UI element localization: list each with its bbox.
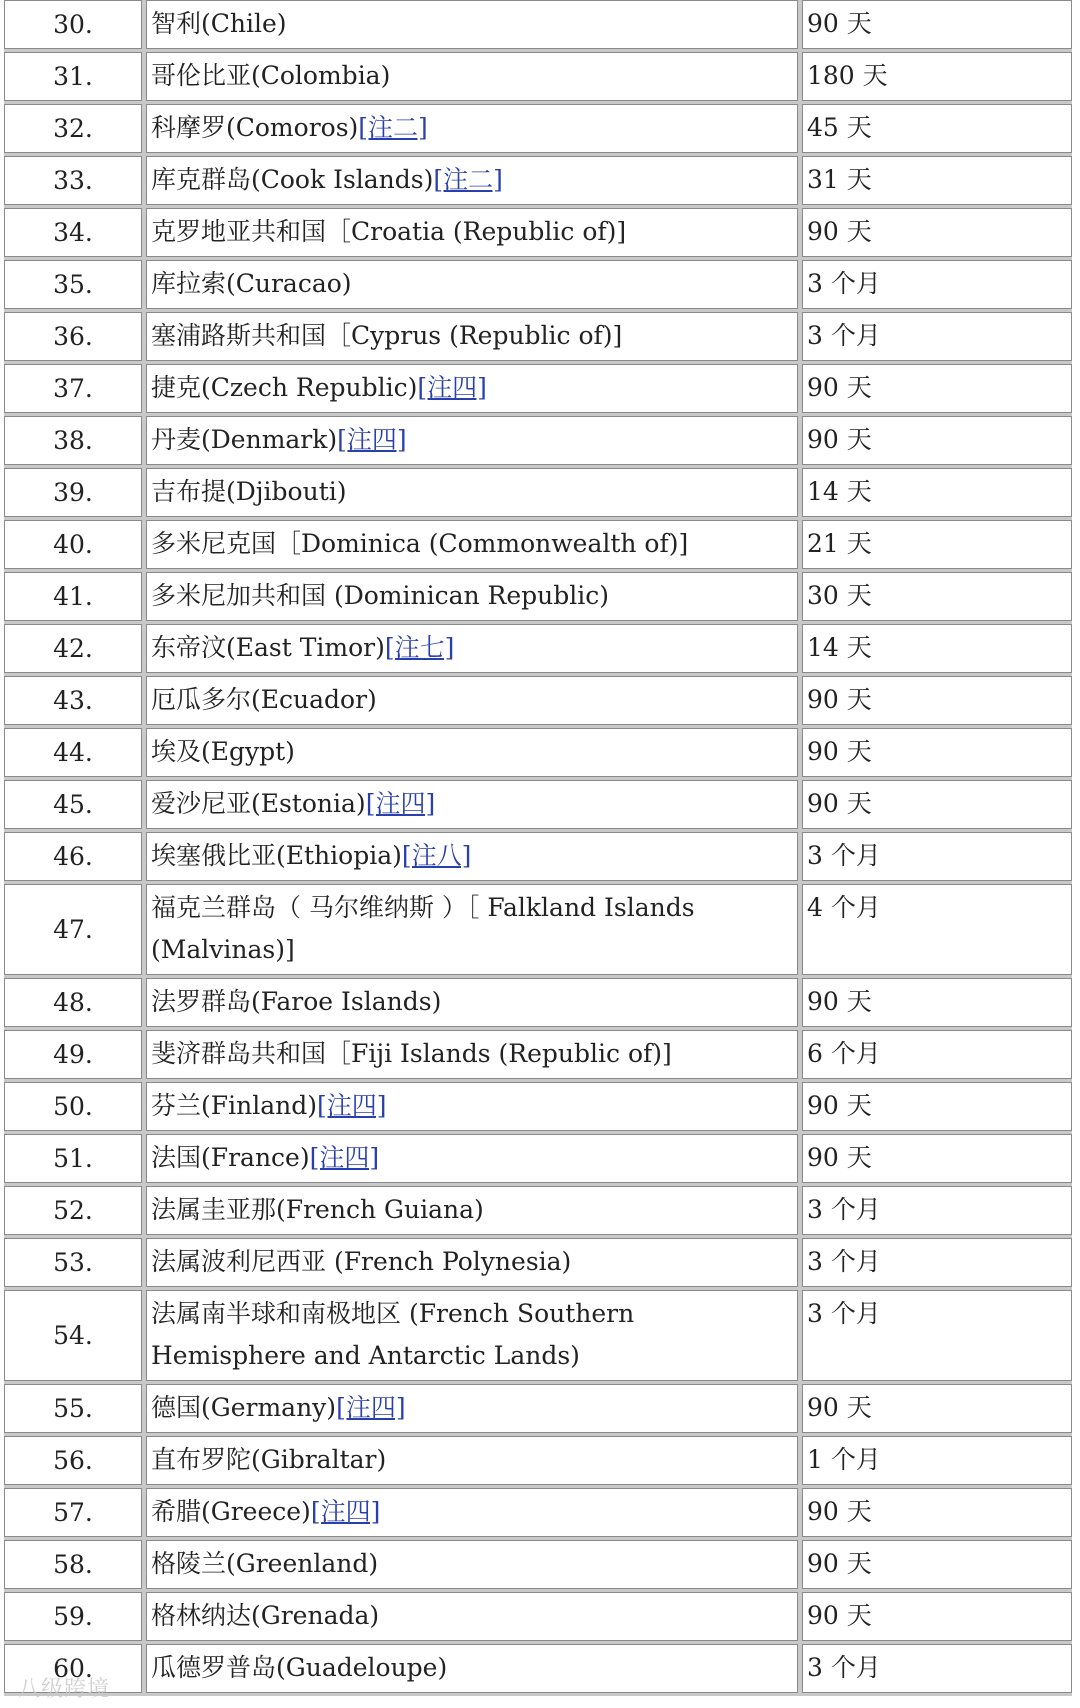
row-number: 41.: [4, 572, 142, 621]
country-name: 厄瓜多尔(Ecuador): [151, 685, 377, 714]
country-name: 法属南半球和南极地区 (French Southern Hemisphere and Antarctic Lands): [151, 1299, 635, 1370]
country-name: 东帝汶(East Timor): [151, 633, 385, 662]
footnote-link[interactable]: [注二]: [433, 165, 503, 194]
country-name: 智利(Chile): [151, 9, 287, 38]
country-name-cell: [146, 364, 798, 413]
country-name: 科摩罗(Comoros): [151, 113, 359, 142]
country-name-cell: [146, 1186, 798, 1235]
row-number: 37.: [4, 364, 142, 413]
table-row: [4, 676, 1072, 728]
stay-duration: 3 个月: [802, 260, 1072, 309]
stay-duration: 3 个月: [802, 1186, 1072, 1235]
stay-duration: 3 个月: [802, 1644, 1072, 1693]
footnote-link[interactable]: [注四]: [336, 1393, 406, 1422]
footnote-link[interactable]: [注二]: [358, 113, 428, 142]
table-row: [4, 624, 1072, 676]
country-name-cell: [146, 1134, 798, 1183]
table-row: [4, 1488, 1072, 1540]
stay-duration: 45 天: [802, 104, 1072, 153]
stay-duration: 1 个月: [802, 1436, 1072, 1485]
row-number: 43.: [4, 676, 142, 725]
country-name: 直布罗陀(Gibraltar): [151, 1445, 387, 1474]
table-row: [4, 832, 1072, 884]
table-row: [4, 1436, 1072, 1488]
country-name: 哥伦比亚(Colombia): [151, 61, 391, 90]
table-row: [4, 1540, 1072, 1592]
table-row: [4, 52, 1072, 104]
footnote-link[interactable]: [注四]: [365, 789, 436, 818]
stay-duration: 90 天: [802, 1134, 1072, 1183]
country-name: 希腊(Greece): [151, 1497, 311, 1526]
footnote-link[interactable]: [注四]: [316, 1091, 387, 1120]
footnote-link[interactable]: [注八]: [401, 841, 472, 870]
stay-duration: 3 个月: [802, 832, 1072, 881]
table-row: [4, 416, 1072, 468]
country-name-cell: [146, 832, 798, 881]
stay-duration: 14 天: [802, 468, 1072, 517]
country-name-cell: [146, 1290, 798, 1381]
country-name: 格陵兰(Greenland): [151, 1549, 379, 1578]
row-number: 54.: [4, 1290, 142, 1381]
table-row: [4, 728, 1072, 780]
row-number: 45.: [4, 780, 142, 829]
stay-duration: 90 天: [802, 1592, 1072, 1641]
country-name-cell: [146, 104, 798, 153]
stay-duration: 6 个月: [802, 1030, 1072, 1079]
row-number: 34.: [4, 208, 142, 257]
row-number: 50.: [4, 1082, 142, 1131]
table-row: [4, 1384, 1072, 1436]
table-row: [4, 520, 1072, 572]
country-name-cell: [146, 0, 798, 49]
table-row: [4, 780, 1072, 832]
country-name: 库克群岛(Cook Islands): [151, 165, 434, 194]
table-row: [4, 978, 1072, 1030]
stay-duration: 3 个月: [802, 1290, 1072, 1381]
row-number: 36.: [4, 312, 142, 361]
country-name: 埃塞俄比亚(Ethiopia): [151, 841, 402, 870]
country-name-cell: [146, 728, 798, 777]
row-number: 35.: [4, 260, 142, 309]
table-row: [4, 260, 1072, 312]
stay-duration: 30 天: [802, 572, 1072, 621]
country-name-cell: [146, 1436, 798, 1485]
footnote-link[interactable]: [注七]: [384, 633, 455, 662]
country-name-cell: [146, 884, 798, 975]
table-row: [4, 156, 1072, 208]
country-name: 库拉索(Curacao): [151, 269, 352, 298]
country-name-cell: [146, 676, 798, 725]
footnote-link[interactable]: [注四]: [337, 425, 407, 454]
country-name: 多米尼加共和国 (Dominican Republic): [151, 581, 610, 610]
country-name-cell: [146, 1540, 798, 1589]
row-number: 52.: [4, 1186, 142, 1235]
country-name: 德国(Germany): [151, 1393, 337, 1422]
country-name: 法国(France): [151, 1143, 310, 1172]
row-number: 39.: [4, 468, 142, 517]
country-name: 捷克(Czech Republic): [151, 373, 418, 402]
country-name-cell: [146, 1488, 798, 1537]
country-name-cell: [146, 312, 798, 361]
country-name-cell: [146, 416, 798, 465]
row-number: 60.: [4, 1644, 142, 1693]
row-number: 58.: [4, 1540, 142, 1589]
country-name: 塞浦路斯共和国［Cyprus (Republic of)]: [151, 321, 623, 350]
country-name-cell: [146, 978, 798, 1027]
country-name: 法属波利尼西亚 (French Polynesia): [151, 1247, 572, 1276]
stay-duration: 3 个月: [802, 312, 1072, 361]
country-name: 格林纳达(Grenada): [151, 1601, 380, 1630]
table-row: [4, 1082, 1072, 1134]
row-number: 55.: [4, 1384, 142, 1433]
table-row: [4, 1592, 1072, 1644]
country-name: 吉布提(Djibouti): [151, 477, 347, 506]
country-name: 芬兰(Finland): [151, 1091, 317, 1120]
stay-duration: 90 天: [802, 416, 1072, 465]
country-name-cell: [146, 1238, 798, 1287]
country-name: 埃及(Egypt): [151, 737, 295, 766]
country-name-cell: [146, 468, 798, 517]
country-name-cell: [146, 780, 798, 829]
stay-duration: 90 天: [802, 208, 1072, 257]
row-number: 53.: [4, 1238, 142, 1287]
country-name-cell: [146, 1592, 798, 1641]
stay-duration: 90 天: [802, 1384, 1072, 1433]
footnote-link[interactable]: [注四]: [309, 1143, 380, 1172]
row-number: 30.: [4, 0, 142, 49]
row-number: 59.: [4, 1592, 142, 1641]
row-number: 40.: [4, 520, 142, 569]
stay-duration: 90 天: [802, 0, 1072, 49]
table-row: [4, 572, 1072, 624]
country-name-cell: [146, 208, 798, 257]
country-name: 丹麦(Denmark): [151, 425, 338, 454]
stay-duration: 14 天: [802, 624, 1072, 673]
row-number: 42.: [4, 624, 142, 673]
stay-duration: 90 天: [802, 1082, 1072, 1131]
table-row: [4, 1644, 1072, 1696]
country-name: 爱沙尼亚(Estonia): [151, 789, 366, 818]
country-name: 多米尼克国［Dominica (Commonwealth of)]: [151, 529, 689, 558]
visa-free-table: [4, 0, 1072, 1696]
country-name: 法罗群岛(Faroe Islands): [151, 987, 442, 1016]
row-number: 49.: [4, 1030, 142, 1079]
table-row: [4, 1186, 1072, 1238]
stay-duration: 90 天: [802, 364, 1072, 413]
table-row: [4, 1238, 1072, 1290]
table-row: [4, 884, 1072, 978]
country-name-cell: [146, 520, 798, 569]
row-number: 44.: [4, 728, 142, 777]
row-number: 31.: [4, 52, 142, 101]
row-number: 33.: [4, 156, 142, 205]
row-number: 48.: [4, 978, 142, 1027]
watermark: 八级跨境: [18, 1677, 111, 1702]
stay-duration: 90 天: [802, 728, 1072, 777]
country-name: 福克兰群岛（ 马尔维纳斯 ）［ Falkland Islands (Malvinas)]: [151, 893, 695, 964]
footnote-link[interactable]: [注四]: [310, 1497, 381, 1526]
footnote-link[interactable]: [注四]: [417, 373, 487, 402]
stay-duration: 180 天: [802, 52, 1072, 101]
stay-duration: 3 个月: [802, 1238, 1072, 1287]
country-name-cell: [146, 52, 798, 101]
country-name: 瓜德罗普岛(Guadeloupe): [151, 1653, 448, 1682]
table-row: [4, 1290, 1072, 1384]
country-name: 克罗地亚共和国［Croatia (Republic of)]: [151, 217, 627, 246]
stay-duration: 90 天: [802, 1488, 1072, 1537]
stay-duration: 90 天: [802, 780, 1072, 829]
table-row: [4, 0, 1072, 52]
stay-duration: 90 天: [802, 978, 1072, 1027]
table-row: [4, 104, 1072, 156]
stay-duration: 90 天: [802, 676, 1072, 725]
table-row: [4, 208, 1072, 260]
row-number: 46.: [4, 832, 142, 881]
country-name: 法属圭亚那(French Guiana): [151, 1195, 484, 1224]
row-number: 47.: [4, 884, 142, 975]
table-row: [4, 1134, 1072, 1186]
stay-duration: 31 天: [802, 156, 1072, 205]
table-row: [4, 312, 1072, 364]
country-name: 斐济群岛共和国［Fiji Islands (Republic of)]: [151, 1039, 672, 1068]
country-name-cell: [146, 1030, 798, 1079]
row-number: 56.: [4, 1436, 142, 1485]
stay-duration: 4 个月: [802, 884, 1072, 975]
country-name-cell: [146, 156, 798, 205]
stay-duration: 90 天: [802, 1540, 1072, 1589]
table-row: [4, 468, 1072, 520]
country-name-cell: [146, 1644, 798, 1693]
country-name-cell: [146, 624, 798, 673]
stay-duration: 21 天: [802, 520, 1072, 569]
country-name-cell: [146, 260, 798, 309]
country-name-cell: [146, 1082, 798, 1131]
country-name-cell: [146, 572, 798, 621]
row-number: 57.: [4, 1488, 142, 1537]
table-row: [4, 364, 1072, 416]
row-number: 51.: [4, 1134, 142, 1183]
table-row: [4, 1030, 1072, 1082]
row-number: 32.: [4, 104, 142, 153]
row-number: 38.: [4, 416, 142, 465]
country-name-cell: [146, 1384, 798, 1433]
